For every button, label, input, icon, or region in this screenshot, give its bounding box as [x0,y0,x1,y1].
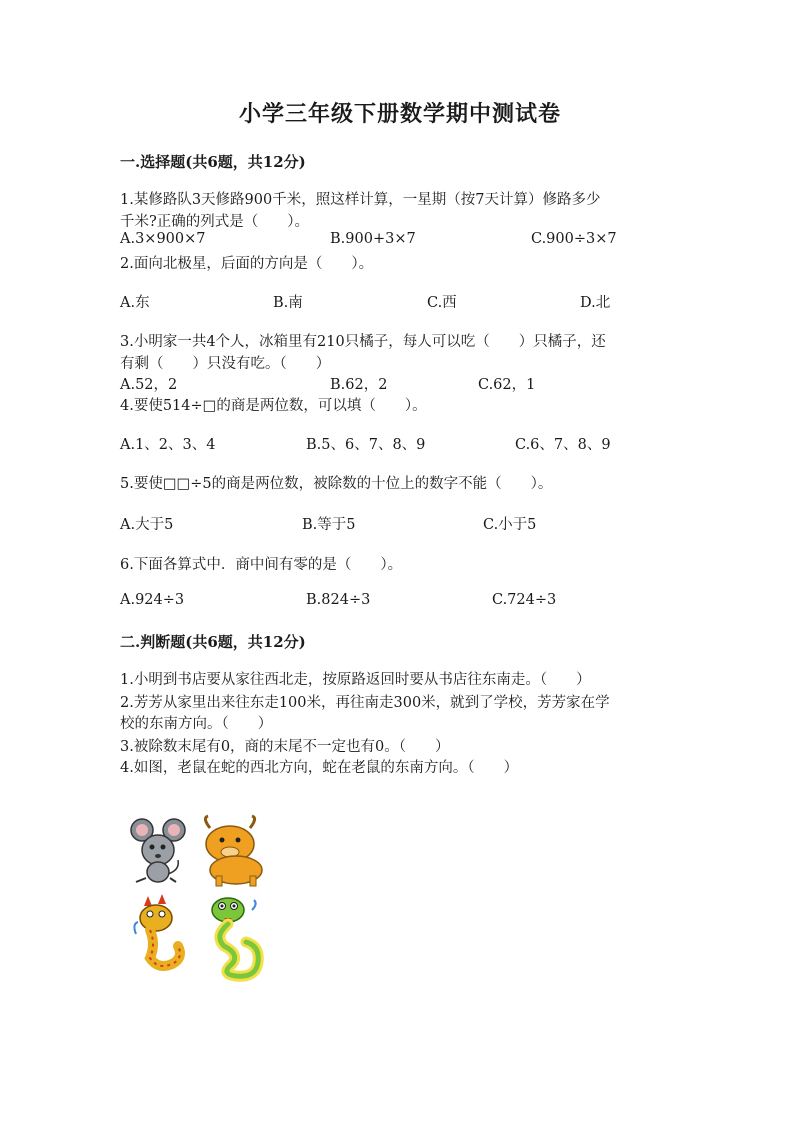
question-4-option-a: A.1、2、3、4 [120,437,216,453]
question-2-option-d: D.北 [580,295,611,311]
question-2-text: 2.面向北极星，后面的方向是（ ）。 [120,256,374,272]
snake-icon [212,898,258,976]
question-6-option-c: C.724÷3 [492,592,557,608]
ox-icon [205,816,262,886]
question-3-option-b: B.62，2 [330,377,388,393]
question-6-option-b: B.824÷3 [306,592,371,608]
question-4-option-c: C.6、7、8、9 [515,437,611,453]
question-1-text-cont: 千米?正确的列式是（ ）。 [120,214,310,230]
question-6-text: 6.下面各算式中．商中间有零的是（ ）。 [120,557,403,573]
question-1-option-b: B.900+3×7 [330,231,416,247]
judgement-2-text-cont: 校的东南方向。（ ） [120,716,273,732]
question-2-option-c: C.西 [427,295,457,311]
page-title: 小学三年级下册数学期中测试卷 [238,101,561,127]
question-3-option-c: C.62，1 [478,377,536,393]
question-3-text: 3.小明家一共4个人，冰箱里有210只橘子，每人可以吃（ ）只橘子，还 [120,334,606,350]
question-6-option-a: A.924÷3 [120,592,185,608]
question-5-option-b: B.等于5 [302,517,356,533]
dragon-icon [134,894,180,966]
question-4-text: 4.要使514÷□的商是两位数，可以填（ ）。 [120,398,427,414]
section-title-judgement: 二.判断题(共6题，共12分) [120,633,306,651]
question-5-option-a: A.大于5 [120,517,174,533]
question-1-option-c: C.900÷3×7 [531,231,617,247]
question-5-text: 5.要使□□÷5的商是两位数，被除数的十位上的数字不能（ ）。 [120,476,553,492]
question-2-option-a: A.东 [120,295,150,311]
question-3-text-cont: 有剩（ ）只没有吃。（ ） [120,356,331,372]
question-3-option-a: A.52，2 [120,377,178,393]
question-2-option-b: B.南 [273,295,303,311]
zodiac-figure [128,814,278,984]
mouse-icon [131,819,185,882]
section-title-choice: 一.选择题(共6题，共12分) [120,153,306,171]
judgement-2-text: 2.芳芳从家里出来往东走100米，再往南走300米，就到了学校，芳芳家在学 [120,695,610,711]
judgement-3-text: 3.被除数末尾有0，商的末尾不一定也有0。（ ） [120,739,450,755]
question-1-option-a: A.3×900×7 [120,231,206,247]
judgement-1-text: 1.小明到书店要从家往西北走，按原路返回时要从书店往东南走。（ ） [120,672,591,688]
question-1-text: 1.某修路队3天修路900千米，照这样计算，一星期（按7天计算）修路多少 [120,192,601,208]
judgement-4-text: 4.如图，老鼠在蛇的西北方向，蛇在老鼠的东南方向。（ ） [120,760,519,776]
question-4-option-b: B.5、6、7、8、9 [306,437,426,453]
question-5-option-c: C.小于5 [483,517,537,533]
